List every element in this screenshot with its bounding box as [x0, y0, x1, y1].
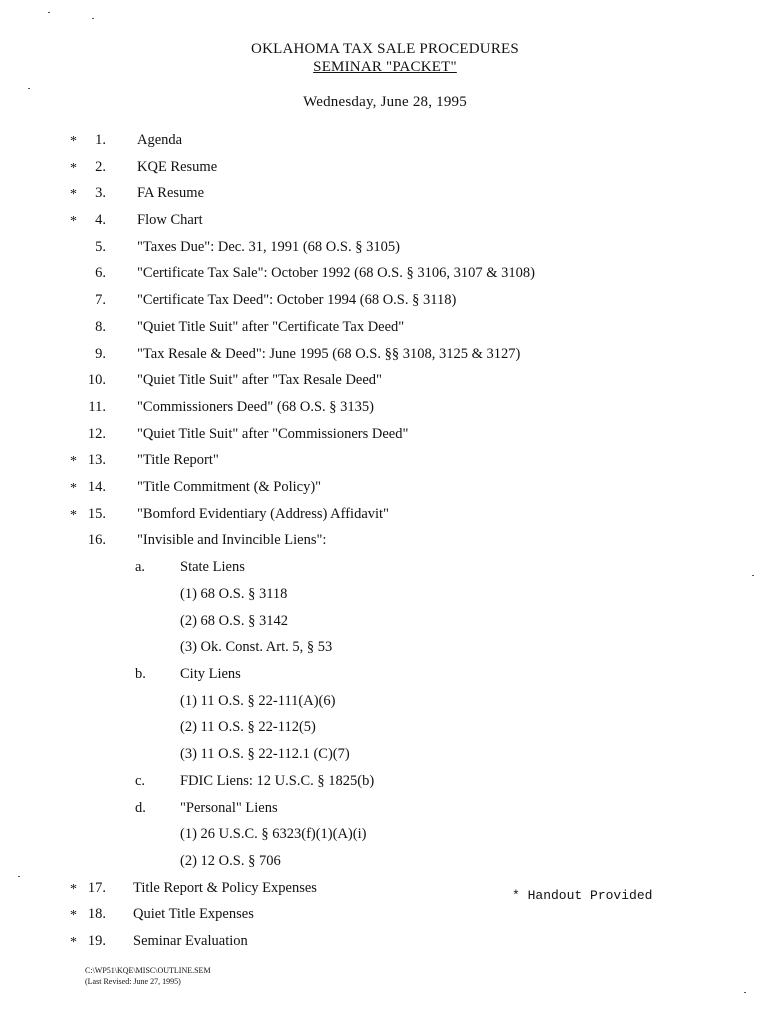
subitem-child: (3) 11 O.S. § 22-112.1 (C)(7) [180, 746, 350, 762]
scan-speck [744, 992, 746, 993]
document-subtitle: SEMINAR "PACKET" [313, 59, 457, 75]
item-number: 16. [87, 532, 106, 548]
subitem-text: State Liens [180, 559, 245, 575]
item-number: 7. [95, 292, 106, 308]
item-number: 11. [88, 399, 106, 415]
handout-note: * Handout Provided [512, 888, 653, 903]
item-text: "Certificate Tax Sale": October 1992 (68 O.S. § 3106, 3107 & 3108) [137, 265, 535, 281]
item-number: 15. [87, 506, 106, 522]
item-number: 10. [87, 372, 106, 388]
item-asterisk: * [70, 454, 77, 469]
footer-file-path: C:\WP51\KQE\MISC\OUTLINE.SEM [85, 966, 211, 975]
item-text: "Quiet Title Suit" after "Certificate Tax Deed" [137, 319, 405, 335]
footer-revised-date: (Last Revised: June 27, 1995) [85, 977, 181, 986]
subitem-child: (1) 26 U.S.C. § 6323(f)(1)(A)(i) [180, 826, 367, 842]
item-text: "Quiet Title Suit" after "Tax Resale Deed" [137, 372, 382, 388]
item-number: 14. [87, 479, 106, 495]
item-asterisk: * [70, 161, 77, 176]
item-number: 5. [95, 239, 106, 255]
subitem-child: (1) 11 O.S. § 22-111(A)(6) [180, 693, 336, 709]
item-text: KQE Resume [137, 159, 218, 175]
item-number: 18. [87, 906, 106, 922]
item-text: "Bomford Evidentiary (Address) Affidavit" [137, 506, 389, 522]
item-number: 17. [87, 880, 106, 896]
item-text: Flow Chart [137, 212, 203, 228]
item-asterisk: * [70, 214, 77, 229]
item-text: "Certificate Tax Deed": October 1994 (68 O.S. § 3118) [137, 292, 457, 308]
subitem-text: FDIC Liens: 12 U.S.C. § 1825(b) [180, 773, 375, 789]
item-asterisk: * [70, 508, 77, 523]
item-text: "Commissioners Deed" (68 O.S. § 3135) [137, 399, 374, 415]
item-text: "Invisible and Invincible Liens": [137, 532, 327, 548]
item-number: 8. [95, 319, 106, 335]
item-number: 19. [87, 933, 106, 949]
scan-speck [752, 575, 754, 576]
subitem-child: (2) 68 O.S. § 3142 [180, 613, 288, 629]
item-text: Title Report & Policy Expenses [133, 880, 317, 896]
document-title: OKLAHOMA TAX SALE PROCEDURES [251, 41, 519, 57]
subitem-child: (1) 68 O.S. § 3118 [180, 586, 288, 602]
scan-speck [92, 18, 94, 19]
subitem-text: "Personal" Liens [180, 800, 278, 816]
item-asterisk: * [70, 134, 77, 149]
subitem-text: City Liens [180, 666, 241, 682]
item-text: FA Resume [137, 185, 204, 201]
item-text: "Title Report" [137, 452, 219, 468]
subitem-label: a. [135, 559, 146, 575]
item-asterisk: * [70, 935, 77, 950]
item-number: 9. [95, 346, 106, 362]
subitem-child: (2) 12 O.S. § 706 [180, 853, 281, 869]
document-date: Wednesday, June 28, 1995 [303, 94, 467, 110]
subitem-label: b. [135, 666, 146, 682]
item-asterisk: * [70, 882, 77, 897]
scan-speck [48, 12, 50, 13]
item-asterisk: * [70, 481, 77, 496]
item-number: 12. [87, 426, 106, 442]
subitem-child: (3) Ok. Const. Art. 5, § 53 [180, 639, 333, 655]
subitem-label: c. [135, 773, 146, 789]
subitem-label: d. [135, 800, 146, 816]
item-number: 1. [95, 132, 106, 148]
scan-speck [28, 88, 30, 89]
scan-speck [18, 876, 20, 877]
item-text: "Quiet Title Suit" after "Commissioners Deed" [137, 426, 409, 442]
item-text: "Taxes Due": Dec. 31, 1991 (68 O.S. § 3105) [137, 239, 400, 255]
item-number: 13. [87, 452, 106, 468]
subitem-child: (2) 11 O.S. § 22-112(5) [180, 719, 316, 735]
item-number: 4. [95, 212, 106, 228]
item-text: Quiet Title Expenses [133, 906, 254, 922]
item-text: "Title Commitment (& Policy)" [137, 479, 322, 495]
item-number: 6. [95, 265, 106, 281]
item-text: Agenda [137, 132, 183, 148]
item-text: "Tax Resale & Deed": June 1995 (68 O.S. §§ 3108, 3125 & 3127) [137, 346, 521, 362]
item-asterisk: * [70, 908, 77, 923]
item-text: Seminar Evaluation [133, 933, 248, 949]
item-number: 2. [95, 159, 106, 175]
item-number: 3. [95, 185, 106, 201]
item-asterisk: * [70, 187, 77, 202]
